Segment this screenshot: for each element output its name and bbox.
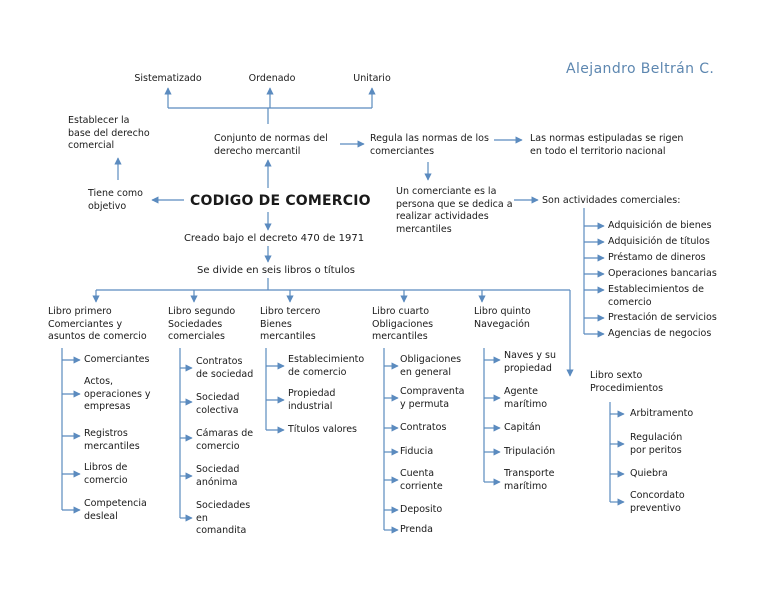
quality-unitario: Unitario xyxy=(353,73,391,84)
book-2-title: Libro segundo Sociedades comerciales xyxy=(168,306,236,342)
book-1-title: Libro primero Comerciantes y asuntos de comercio xyxy=(48,306,147,342)
division-text: Se divide en seis libros o títulos xyxy=(196,265,356,276)
objective-text: Establecer la base del derecho comercial xyxy=(68,115,150,151)
book-3-item: Propiedad industrial xyxy=(288,388,336,412)
activity-item: Prestación de servicios xyxy=(608,312,717,323)
book-3-title: Libro tercero Bienes mercantiles xyxy=(260,306,321,342)
central-title: CODIGO DE COMERCIO xyxy=(190,193,371,209)
regulates-text: Regula las normas de los comerciantes xyxy=(370,133,489,157)
book-1-item: Libros de comercio xyxy=(84,462,128,486)
book-6-item: Quiebra xyxy=(630,468,668,479)
activities-label: Son actividades comerciales: xyxy=(542,195,681,206)
activity-item: Operaciones bancarias xyxy=(608,268,717,279)
book-5-title: Libro quinto Navegación xyxy=(474,306,531,330)
activity-item: Adquisición de bienes xyxy=(608,220,712,231)
book-4-item: Obligaciones en general xyxy=(400,354,462,378)
book-5-item: Capitán xyxy=(504,422,541,433)
definition-text: Conjunto de normas del derecho mercantil xyxy=(214,133,328,157)
book-5-item: Naves y su propiedad xyxy=(504,350,556,374)
activity-item: Préstamo de dineros xyxy=(608,252,706,263)
book-4-item: Deposito xyxy=(400,504,443,515)
quality-sistematizado: Sistematizado xyxy=(134,73,202,84)
quality-ordenado: Ordenado xyxy=(248,73,296,84)
book-3-item: Títulos valores xyxy=(288,424,357,435)
norms-text: Las normas estipuladas se rigen en todo el territorio nacional xyxy=(530,133,684,157)
book-1-item: Competencia desleal xyxy=(84,498,147,522)
book-2-item: Sociedad colectiva xyxy=(196,392,240,416)
book-2-item: Cámaras de comercio xyxy=(196,428,254,452)
activity-item: Agencias de negocios xyxy=(608,328,712,339)
book-2-item: Contratos de sociedad xyxy=(196,356,254,380)
book-5-item: Tripulación xyxy=(504,446,556,457)
author-name: Alejandro Beltrán C. xyxy=(566,61,715,77)
book-3-item: Establecimiento de comercio xyxy=(288,354,365,378)
book-4-item: Prenda xyxy=(400,524,433,535)
book-4-item: Compraventa y permuta xyxy=(400,386,465,410)
objective-label: Tiene como objetivo xyxy=(88,188,143,212)
book-1-item: Registros mercantiles xyxy=(84,428,140,452)
activity-item: Establecimientos de comercio xyxy=(608,284,705,308)
book-2-item: Sociedades en comandita xyxy=(196,500,251,536)
book-6-item: Concordato preventivo xyxy=(630,490,685,514)
book-4-item: Cuenta corriente xyxy=(400,468,443,492)
book-6-item: Regulación por peritos xyxy=(630,432,683,456)
merchant-definition: Un comerciante es la persona que se dedica a realizar actividades mercantiles xyxy=(396,186,513,235)
book-6-title: Libro sexto Procedimientos xyxy=(590,370,664,394)
activity-item: Adquisición de títulos xyxy=(608,236,710,247)
decree-text: Creado bajo el decreto 470 de 1971 xyxy=(183,233,365,244)
book-1-item: Comerciantes xyxy=(84,354,150,365)
book-2-item: Sociedad anónima xyxy=(196,464,240,488)
book-5-item: Agente marítimo xyxy=(504,386,548,410)
book-4-title: Libro cuarto Obligaciones mercantiles xyxy=(372,306,434,342)
book-5-item: Transporte marítimo xyxy=(504,468,555,492)
book-6-item: Arbitramento xyxy=(630,408,694,419)
book-4-item: Contratos xyxy=(400,422,447,433)
book-1-item: Actos, operaciones y empresas xyxy=(84,376,151,412)
book-4-item: Fiducia xyxy=(400,446,434,457)
